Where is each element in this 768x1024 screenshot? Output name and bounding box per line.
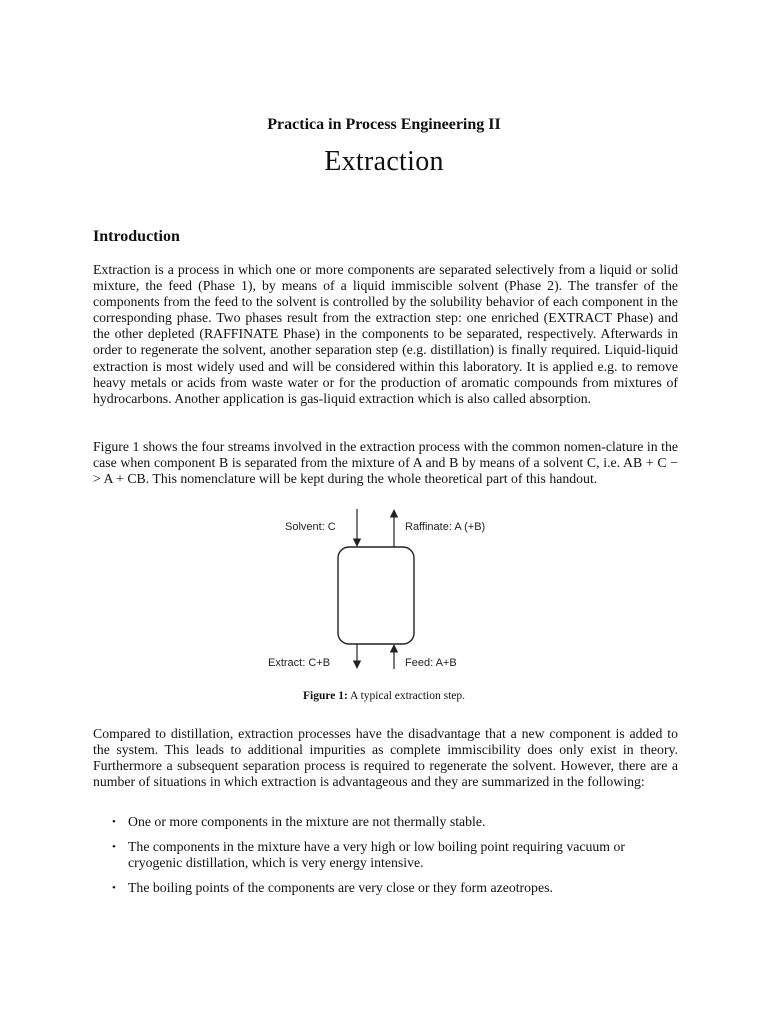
bullet-icon: • — [112, 882, 116, 895]
feed-label: Feed: A+B — [405, 657, 457, 669]
list-item-text: The components in the mixture have a very high or low boiling point requiring vacuum or cryogenic distillation, which is very energy intensive. — [128, 839, 625, 871]
comparison-paragraph: Compared to distillation, extraction processes have the disadvantage that a new component is added to the system. This leads to additional impurities as complete immiscibility does only exist in theory. Furthermore a subsequent separation process is required to regenerate the solvent. However, there are a number of situations in which extraction is advantageous and they are summarized in the following: — [93, 726, 678, 790]
figure-caption-prefix: Figure 1: — [302, 690, 348, 702]
bullet-icon: • — [112, 841, 116, 854]
figure-caption-text: A typical extraction step. — [350, 690, 466, 702]
section-heading-introduction: Introduction — [93, 228, 180, 245]
extract-label: Extract: C+B — [268, 657, 331, 669]
bullet-icon: • — [112, 816, 116, 828]
list-item — [112, 839, 682, 871]
list-item — [112, 880, 682, 896]
intro-paragraph-1: Extraction is a process in which one or more components are separated selectively from a liquid or solid mixture, the feed (Phase 1), by means of a liquid immiscible solvent (Phase 2). The transfer of the components from the feed to the solvent is controlled by the solubility behavior of each component in the corresponding phase. Two phases result from the extraction step: one enriched (EXTRACT Phase) and the other depleted (RAFFINATE Phase) in the components to be separated, respectively. Afterwards in order to regenerate the solvent, another separation step (e.g. distillation) is finally required. Liquid-liquid extraction is most widely used and will be considered within this laboratory. It is applied e.g. to remove heavy metals or acids from waste water or for the production of aromatic compounds from mixtures of hydrocarbons. Another application is gas-liquid extraction which is also called absorption. — [93, 262, 678, 406]
document-title: Extraction — [324, 146, 444, 177]
course-title: Practica in Process Engineering II — [267, 116, 501, 133]
extraction-diagram — [260, 507, 510, 672]
list-item-text: One or more components in the mixture are not thermally stable. — [128, 814, 486, 829]
solvent-label: Solvent: C — [285, 521, 336, 533]
advantages-list — [112, 814, 682, 905]
raffinate-label: Raffinate: A (+B) — [405, 521, 486, 533]
list-item — [112, 814, 682, 830]
extraction-column-box — [338, 547, 414, 644]
figure-caption — [0, 690, 768, 702]
list-item-text: The boiling points of the components are very close or they form azeotropes. — [128, 880, 553, 896]
intro-paragraph-2: Figure 1 shows the four streams involved in the extraction process with the common nomen-clature in the case when component B is separated from the mixture of A and B by means of a solvent C, i.e. AB + C − > A + CB. This nomenclature will be kept during the whole theoretical part of this handout. — [93, 439, 678, 487]
